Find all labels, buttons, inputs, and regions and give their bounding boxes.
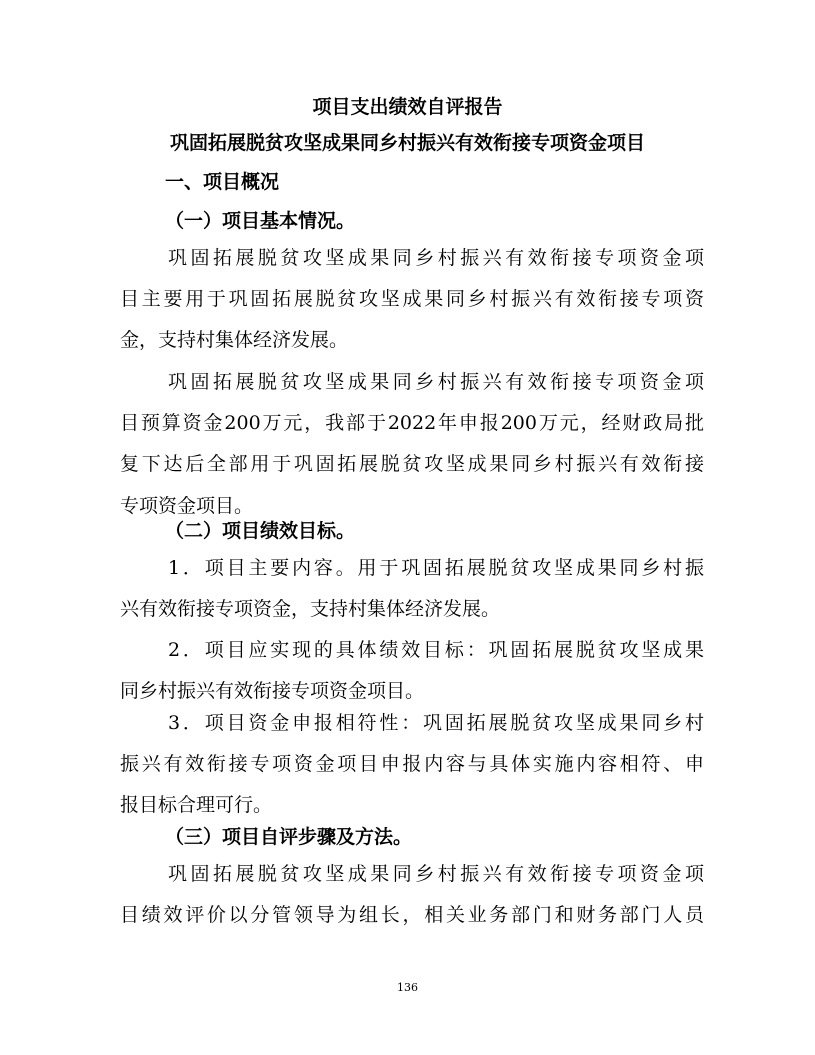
paragraph-line: 3．项目资金申报相符性：巩固拓展脱贫攻坚成果同乡村	[168, 712, 704, 734]
document-subtitle: 巩固拓展脱贫攻坚成果同乡村振兴有效衔接专项资金项目	[169, 132, 645, 154]
paragraph-line: 巩固拓展脱贫攻坚成果同乡村振兴有效衔接专项资金项	[168, 247, 704, 269]
paragraph-line: 目绩效评价以分管领导为组长，相关业务部门和财务部门人员	[120, 904, 704, 927]
paragraph-line: 同乡村振兴有效衔接专项资金项目。	[120, 680, 425, 703]
paragraph-line: 巩固拓展脱贫攻坚成果同乡村振兴有效衔接专项资金项	[168, 371, 704, 393]
paragraph-basic-info-2	[120, 362, 704, 527]
paragraph-goal-3	[120, 703, 704, 827]
paragraph-line: 目预算资金200万元，我部于2022年申报200万元，经财政局批	[120, 412, 704, 435]
paragraph-line: 金，支持村集体经济发展。	[120, 329, 349, 352]
paragraph-line: 专项资金项目。	[120, 494, 254, 517]
subsection-heading-basic-info: （一）项目基本情况。	[165, 210, 356, 232]
page-number: 136	[397, 981, 418, 994]
paragraph-line: 1．项目主要内容。用于巩固拓展脱贫攻坚成果同乡村振	[168, 557, 704, 579]
paragraph-basic-info-1	[120, 238, 704, 362]
paragraph-line: 巩固拓展脱贫攻坚成果同乡村振兴有效衔接专项资金项	[168, 863, 704, 885]
paragraph-line: 2．项目应实现的具体绩效目标：巩固拓展脱贫攻坚成果	[168, 639, 704, 661]
paragraph-line: 报目标合理可行。	[120, 794, 273, 817]
paragraph-line: 振兴有效衔接专项资金项目申报内容与具体实施内容相符、申	[120, 753, 704, 776]
paragraph-evaluation-method	[120, 854, 704, 936]
document-title: 项目支出绩效自评报告	[312, 96, 503, 118]
paragraph-goal-1	[120, 548, 704, 630]
subsection-heading-evaluation-method: （三）项目自评步骤及方法。	[165, 826, 413, 848]
paragraph-goal-2	[120, 630, 704, 712]
subsection-heading-performance-goals: （二）项目绩效目标。	[165, 520, 356, 542]
paragraph-line: 兴有效衔接专项资金，支持村集体经济发展。	[120, 598, 501, 621]
paragraph-line: 复下达后全部用于巩固拓展脱贫攻坚成果同乡村振兴有效衔接	[120, 453, 704, 476]
paragraph-line: 目主要用于巩固拓展脱贫攻坚成果同乡村振兴有效衔接专项资	[120, 288, 704, 311]
section-heading-overview: 一、项目概况	[165, 171, 280, 193]
